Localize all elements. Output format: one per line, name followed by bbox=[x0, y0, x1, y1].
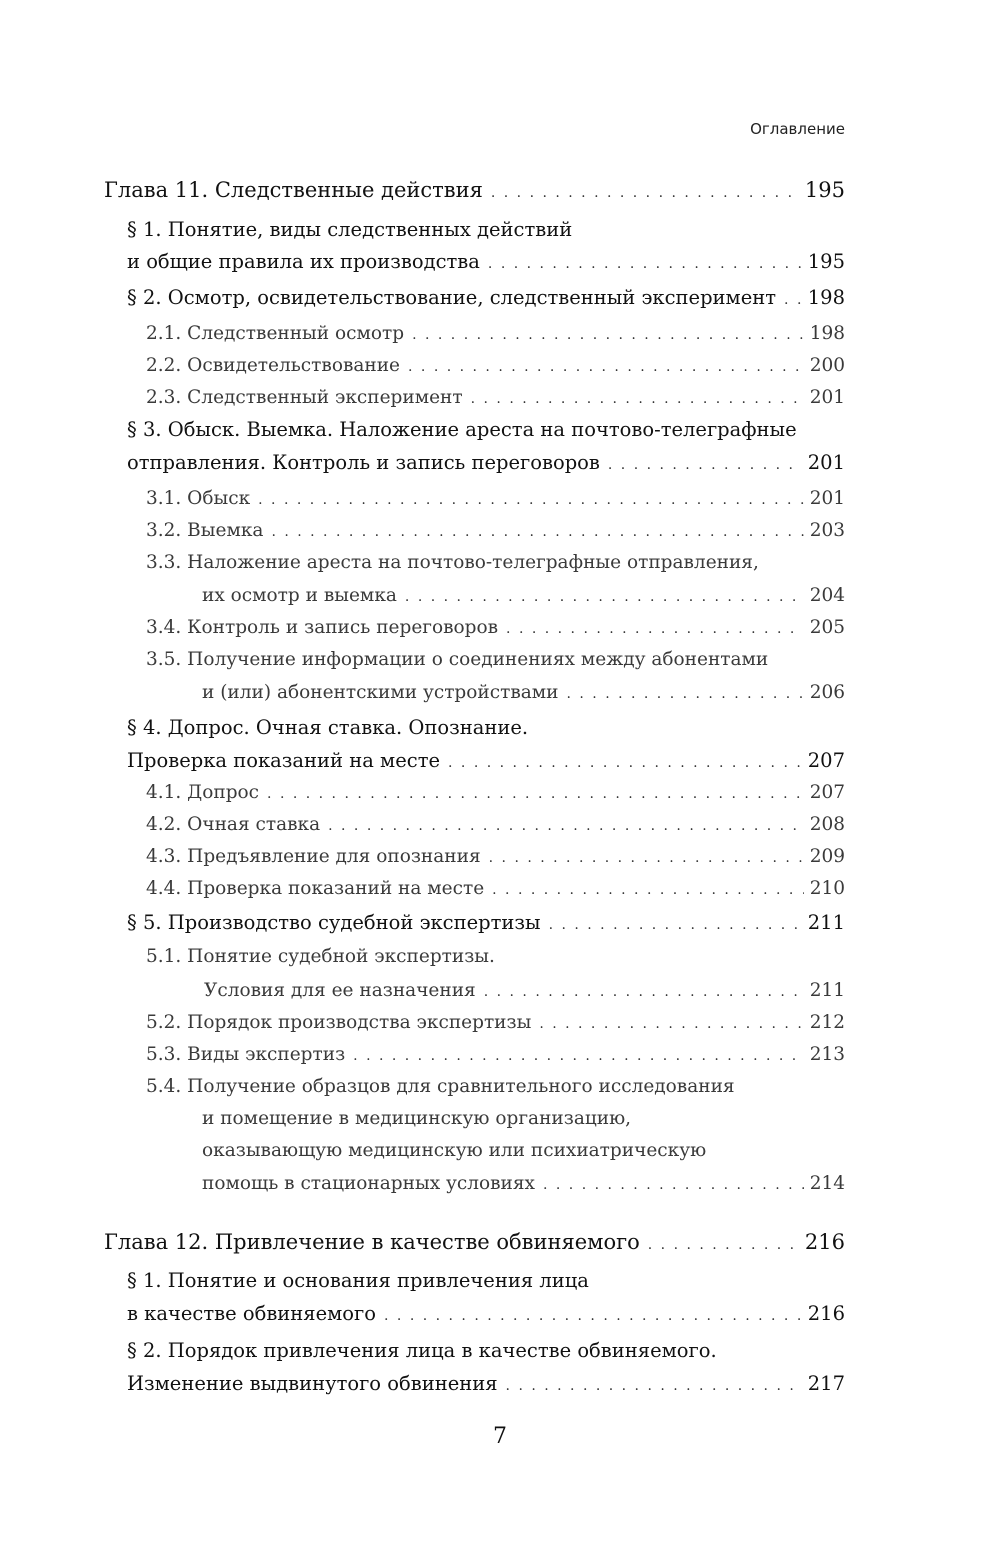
toc-page-number: 206 bbox=[809, 682, 845, 703]
toc-line bbox=[146, 322, 845, 347]
toc-entry-title: 3.1. Обыск bbox=[146, 488, 251, 509]
toc-page-number: 216 bbox=[807, 1302, 845, 1325]
running-head: Оглавление bbox=[750, 120, 845, 138]
toc-page-number: 216 bbox=[804, 1230, 845, 1254]
toc-page-number: 198 bbox=[807, 286, 845, 309]
toc-line bbox=[146, 845, 845, 870]
toc-line bbox=[146, 648, 845, 672]
toc-page-number: 198 bbox=[809, 323, 845, 344]
toc-entry-title: 3.4. Контроль и запись переговоров bbox=[146, 617, 499, 638]
dot-leader bbox=[471, 387, 804, 411]
toc-line bbox=[104, 178, 845, 205]
dot-leader bbox=[491, 181, 799, 205]
toc-entry-title: § 2. Порядок привлечения лица в качестве обвиняемого. bbox=[127, 1339, 717, 1362]
dot-leader bbox=[543, 1173, 804, 1197]
toc-entry-title: § 1. Понятие, виды следственных действий bbox=[127, 218, 573, 241]
toc-entry-title: 5.4. Получение образцов для сравнительного исследования bbox=[146, 1076, 735, 1097]
dot-leader bbox=[384, 1304, 802, 1328]
dot-leader bbox=[506, 617, 804, 641]
toc-page-number: 212 bbox=[809, 1012, 845, 1033]
toc-line bbox=[146, 551, 845, 575]
toc-entry-title: их осмотр и выемка bbox=[202, 585, 397, 606]
dot-leader bbox=[488, 252, 802, 276]
toc-entry-title: оказывающую медицинскую или психиатрическую bbox=[202, 1140, 707, 1161]
dot-leader bbox=[484, 980, 804, 1004]
toc-entry-title: Глава 11. Следственные действия bbox=[104, 178, 483, 202]
toc-page-number: 204 bbox=[809, 585, 845, 606]
toc-entry-title: 3.3. Наложение ареста на почтово-телеграфные отправления, bbox=[146, 552, 759, 573]
toc-entry-title: 4.2. Очная ставка bbox=[146, 814, 321, 835]
toc-line bbox=[146, 945, 845, 969]
toc-entry-title: Проверка показаний на месте bbox=[127, 749, 441, 772]
toc-entry-title: § 4. Допрос. Очная ставка. Опознание. bbox=[127, 716, 529, 739]
toc-line bbox=[146, 1043, 845, 1068]
toc-page-number: 211 bbox=[807, 911, 845, 934]
toc-entry-title: 3.5. Получение информации о соединениях между абонентами bbox=[146, 649, 769, 670]
toc-page-number: 209 bbox=[809, 846, 845, 867]
toc-line bbox=[104, 1230, 845, 1257]
toc-entry-title: и общие правила их производства bbox=[127, 250, 480, 273]
toc-line bbox=[146, 813, 845, 838]
toc-entry-title: Изменение выдвинутого обвинения bbox=[127, 1372, 498, 1395]
toc-entry-title: 5.2. Порядок производства экспертизы bbox=[146, 1012, 532, 1033]
toc-entry-title: § 2. Осмотр, освидетельствование, следственный эксперимент bbox=[127, 286, 777, 309]
toc-line bbox=[202, 1107, 845, 1131]
toc-entry-title: в качестве обвиняемого bbox=[127, 1302, 377, 1325]
toc-line bbox=[146, 781, 845, 806]
toc-page-number: 195 bbox=[804, 178, 845, 202]
toc-line bbox=[146, 354, 845, 379]
toc-page-number: 214 bbox=[809, 1173, 845, 1194]
toc-entry-title: 5.3. Виды экспертиз bbox=[146, 1044, 346, 1065]
dot-leader bbox=[506, 1374, 802, 1398]
dot-leader bbox=[408, 355, 804, 379]
toc-line bbox=[202, 584, 845, 609]
toc-entry-title: 3.2. Выемка bbox=[146, 520, 264, 541]
toc-entry-title: 2.1. Следственный осмотр bbox=[146, 323, 405, 344]
toc-page-number: 201 bbox=[807, 451, 845, 474]
toc-line bbox=[202, 681, 845, 706]
toc-entry-title: § 1. Понятие и основания привлечения лица bbox=[127, 1269, 589, 1292]
toc-line bbox=[127, 1339, 845, 1363]
toc-entry-title: Глава 12. Привлечение в качестве обвиняемого bbox=[104, 1230, 640, 1254]
dot-leader bbox=[492, 878, 804, 902]
toc-line bbox=[127, 911, 845, 937]
toc-page-number: 200 bbox=[809, 355, 845, 376]
dot-leader bbox=[267, 782, 804, 806]
toc-entry-title: 2.3. Следственный эксперимент bbox=[146, 387, 463, 408]
toc-line bbox=[127, 250, 845, 276]
toc-page-number: 210 bbox=[809, 878, 845, 899]
toc-line bbox=[146, 1075, 845, 1099]
toc-line bbox=[146, 1011, 845, 1036]
toc-page-number: 203 bbox=[809, 520, 845, 541]
toc-page-number: 211 bbox=[809, 980, 845, 1001]
toc-entry-title: § 3. Обыск. Выемка. Наложение ареста на почтово-телеграфные bbox=[127, 418, 797, 441]
toc-page-number: 201 bbox=[809, 488, 845, 509]
toc-line bbox=[127, 1302, 845, 1328]
toc-line bbox=[127, 749, 845, 775]
toc-page-number: 213 bbox=[809, 1044, 845, 1065]
toc-line bbox=[146, 616, 845, 641]
toc-page-number: 208 bbox=[809, 814, 845, 835]
toc-entry-title: 5.1. Понятие судебной экспертизы. bbox=[146, 946, 495, 967]
page-number: 7 bbox=[493, 1424, 507, 1449]
toc-line bbox=[127, 418, 845, 442]
dot-leader bbox=[353, 1044, 804, 1068]
toc-line bbox=[146, 386, 845, 411]
toc-entry-title: и (или) абонентскими устройствами bbox=[202, 682, 559, 703]
dot-leader bbox=[608, 453, 802, 477]
toc-line bbox=[127, 1372, 845, 1398]
dot-leader bbox=[271, 520, 803, 544]
toc-entry-title: 4.3. Предъявление для опознания bbox=[146, 846, 481, 867]
toc-entry-title: Условия для ее назначения bbox=[204, 980, 476, 1001]
toc-entry-title: 4.1. Допрос bbox=[146, 782, 260, 803]
toc-page-number: 217 bbox=[807, 1372, 845, 1395]
toc-page-number: 207 bbox=[807, 749, 845, 772]
toc-line bbox=[146, 877, 845, 902]
dot-leader bbox=[405, 585, 804, 609]
toc-line bbox=[146, 487, 845, 512]
toc-entry-title: 2.2. Освидетельствование bbox=[146, 355, 401, 376]
toc-line bbox=[146, 519, 845, 544]
dot-leader bbox=[549, 913, 802, 937]
toc-page-number: 201 bbox=[809, 387, 845, 408]
toc-line bbox=[202, 1172, 845, 1197]
toc-page-number: 207 bbox=[809, 782, 845, 803]
toc-line bbox=[127, 218, 845, 242]
dot-leader bbox=[489, 846, 804, 870]
dot-leader bbox=[539, 1012, 803, 1036]
dot-leader bbox=[328, 814, 804, 838]
dot-leader bbox=[258, 488, 804, 512]
toc-line bbox=[127, 451, 845, 477]
toc-line bbox=[127, 286, 845, 312]
toc-entry-title: помощь в стационарных условиях bbox=[202, 1173, 535, 1194]
dot-leader bbox=[784, 288, 802, 312]
dot-leader bbox=[412, 323, 804, 347]
dot-leader bbox=[648, 1233, 799, 1257]
toc-line bbox=[127, 716, 845, 740]
dot-leader bbox=[448, 751, 802, 775]
toc-line bbox=[202, 1139, 845, 1163]
toc-line bbox=[204, 979, 845, 1004]
toc-line bbox=[127, 1269, 845, 1293]
toc-page-number: 205 bbox=[809, 617, 845, 638]
toc-entry-title: отправления. Контроль и запись переговоров bbox=[127, 451, 600, 474]
toc-entry-title: 4.4. Проверка показаний на месте bbox=[146, 878, 485, 899]
toc-entry-title: и помещение в медицинскую организацию, bbox=[202, 1108, 632, 1129]
toc-page-number: 195 bbox=[807, 250, 845, 273]
toc-entry-title: § 5. Производство судебной экспертизы bbox=[127, 911, 541, 934]
dot-leader bbox=[567, 682, 804, 706]
